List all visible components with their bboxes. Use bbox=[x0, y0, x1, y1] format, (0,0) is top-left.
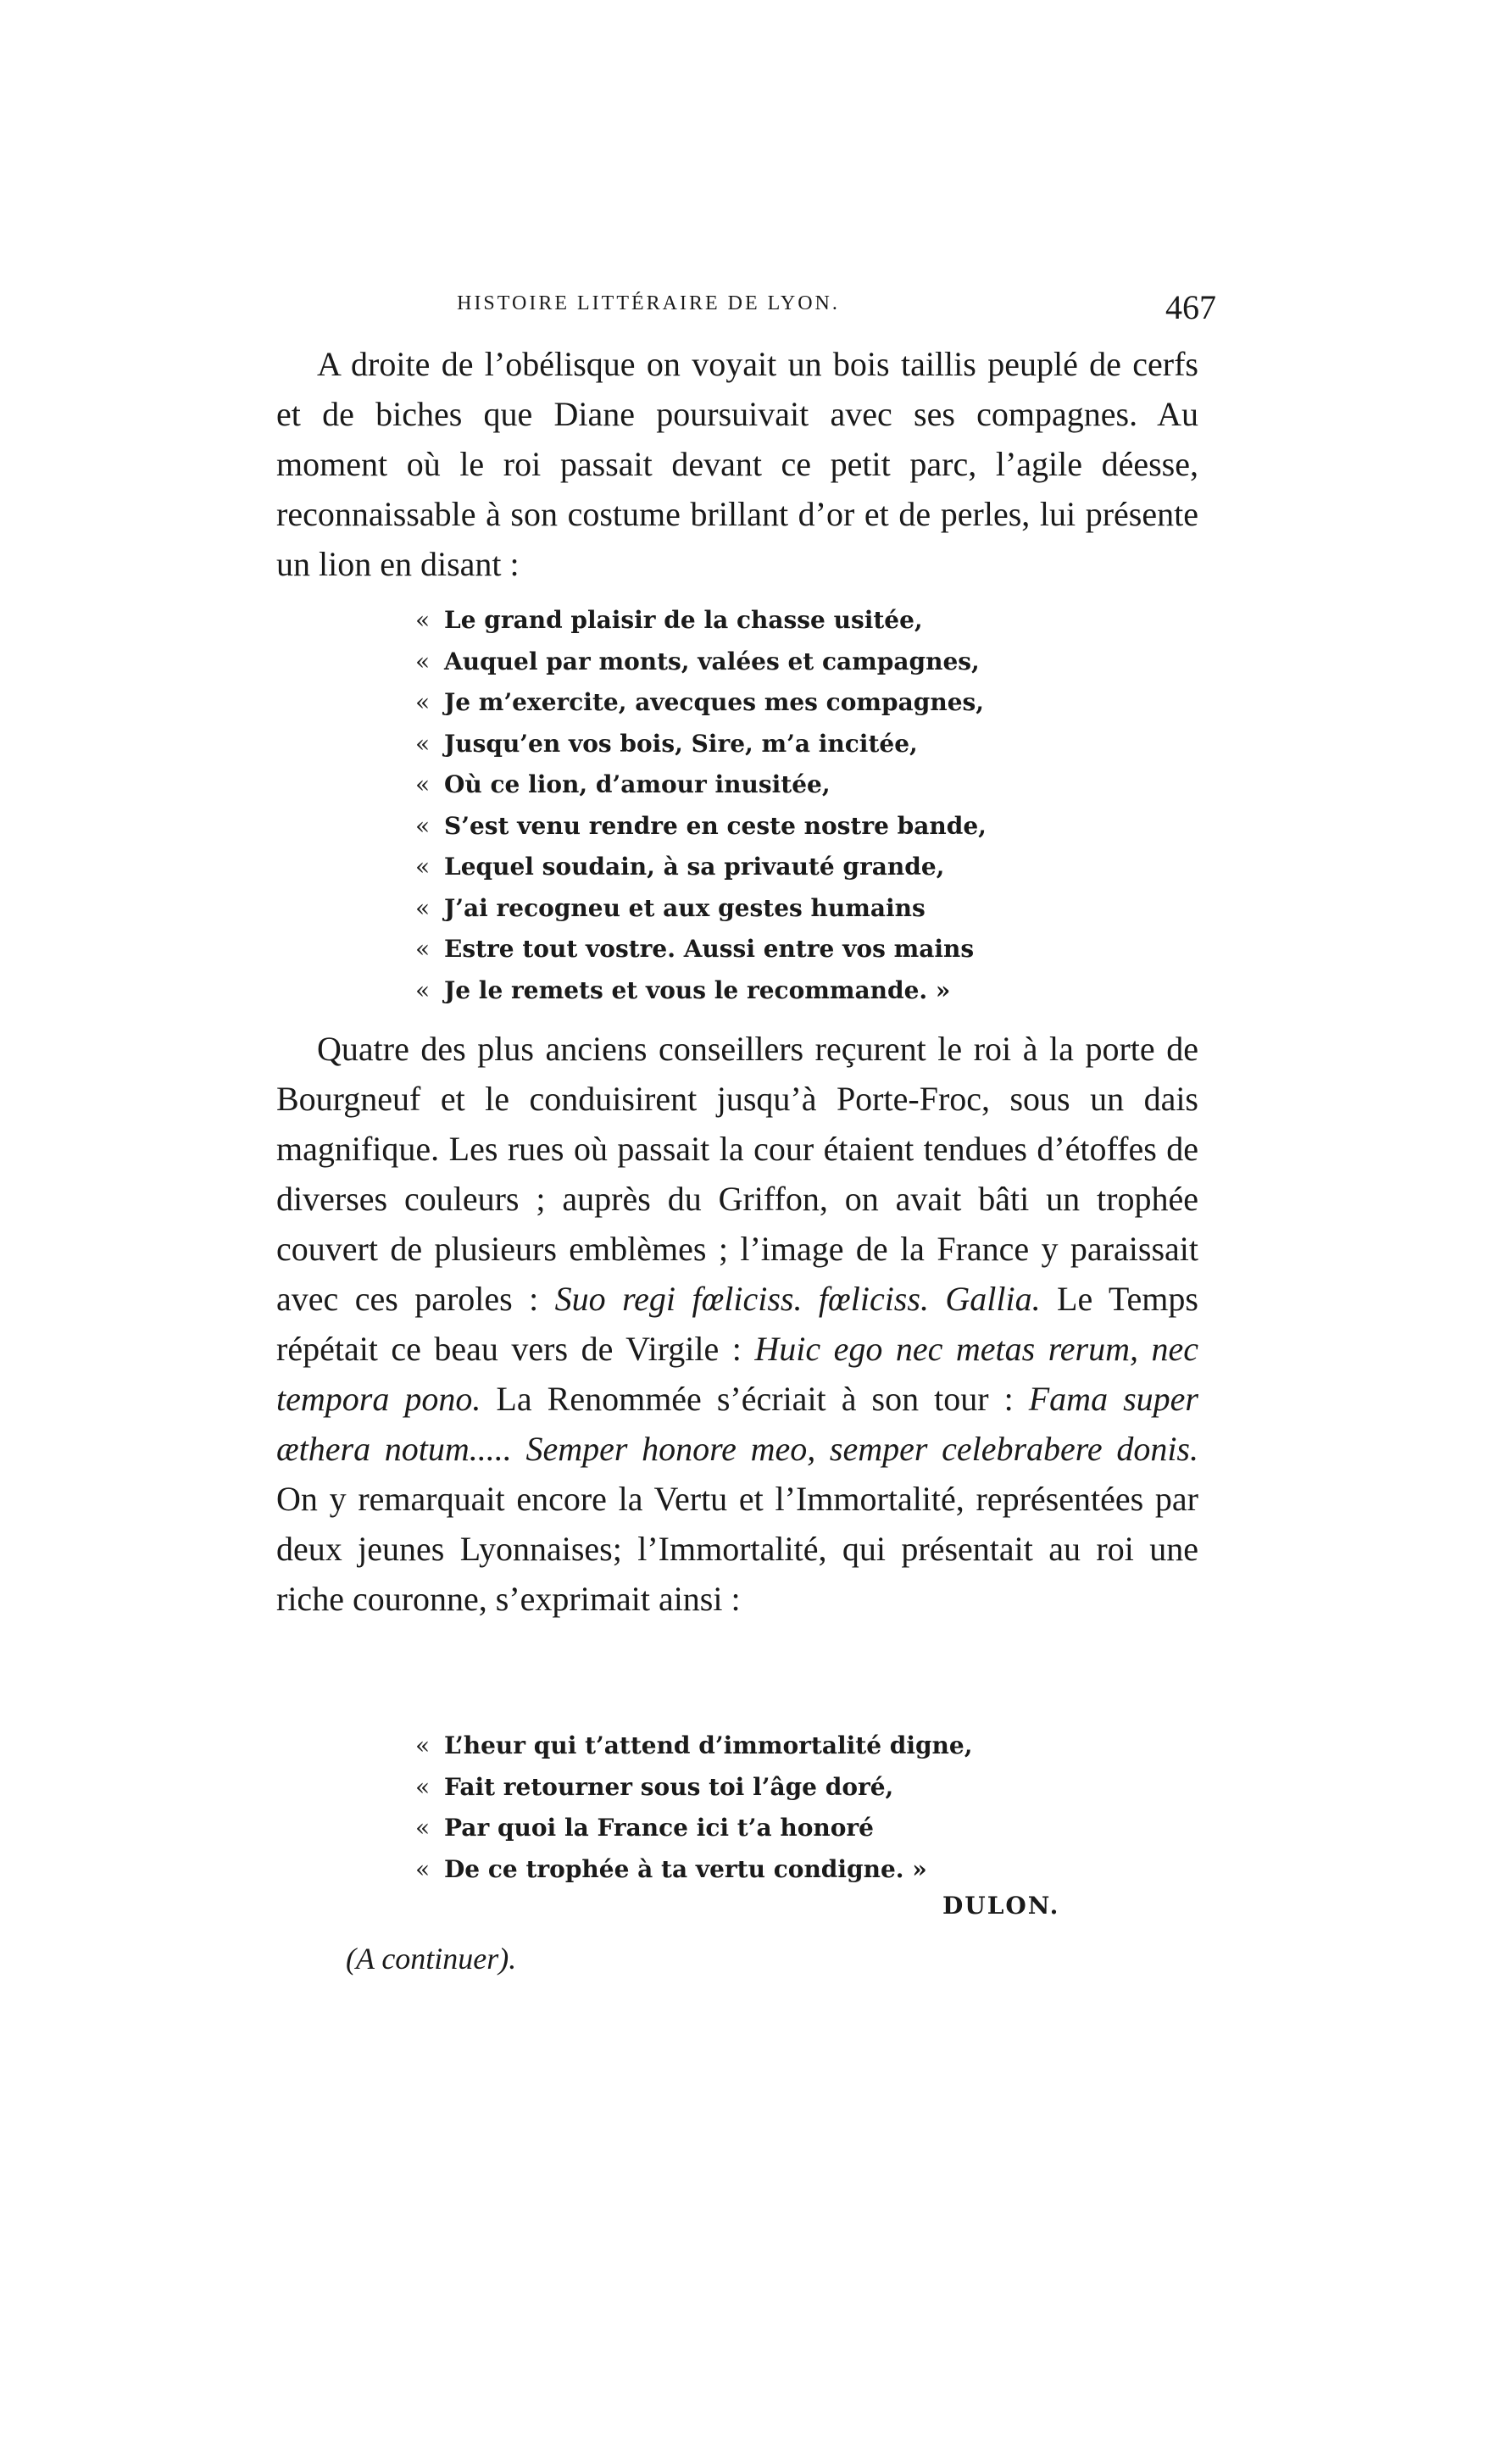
paragraph-2-text: Le Temps répétait ce beau vers de Virgile : bbox=[276, 1280, 1198, 1368]
verse-line bbox=[415, 1767, 1059, 1809]
verse-line bbox=[415, 764, 1059, 806]
quote-mark: « bbox=[415, 770, 431, 798]
quote-mark: « bbox=[415, 729, 431, 758]
running-title: HISTOIRE LITTÉRAIRE DE LYON. bbox=[457, 292, 840, 314]
verse-text: Le grand plaisir de la chasse usitée, bbox=[444, 606, 923, 634]
verse-text: De ce trophée à ta vertu condigne. » bbox=[444, 1854, 927, 1883]
verse-line bbox=[415, 682, 1059, 724]
verse-text: Lequel soudain, à sa privauté grande, bbox=[444, 853, 945, 881]
verse-line bbox=[415, 1849, 1059, 1891]
verse-text: Jusqu’en vos bois, Sire, m’a incitée, bbox=[444, 729, 918, 758]
verse-line bbox=[415, 1808, 1059, 1849]
paragraph-2-text: Quatre des plus anciens conseillers reçurent le roi à la porte de Bourgneuf et le conduisirent jusqu’à Porte-Froc, sous un dais magnifique. Les rues où passait la cour étaient tendues d’étoffes de diverses couleurs ; auprès du Griffon, on avait bâti un trophée couvert de plusieurs emblèmes ; l’image de la France y paraissait avec ces paroles : bbox=[276, 1030, 1198, 1318]
verse-text: Fait retourner sous toi l’âge doré, bbox=[444, 1772, 894, 1801]
verse-line bbox=[415, 970, 1059, 1012]
quote-mark: « bbox=[415, 935, 431, 963]
latin-quote: Fama super æthera notum..... Semper honore meo, semper celebrabere donis. bbox=[276, 1380, 1198, 1468]
quote-mark: « bbox=[415, 975, 431, 1004]
verse-text: S’est venu rendre en ceste nostre bande, bbox=[444, 811, 987, 840]
latin-quote: Suo regi fœliciss. fœliciss. Gallia. bbox=[554, 1280, 1041, 1318]
quote-mark: « bbox=[415, 1814, 431, 1842]
verse-text: L’heur qui t’attend d’immortalité digne, bbox=[444, 1731, 973, 1759]
paragraph-2-text: On y remarquait encore la Vertu et l’Immortalité, représentées par deux jeunes Lyonnaises; l’Immortalité, qui présentait au roi une riche couronne, s’exprimait ainsi : bbox=[276, 1480, 1198, 1618]
verse-text: J’ai recogneu et aux gestes humains bbox=[444, 893, 926, 922]
verse-block-1 bbox=[415, 600, 1059, 1011]
paragraph-2-text: La Renommée s’écriait à son tour : bbox=[481, 1380, 1029, 1418]
author-signature: DULON. bbox=[942, 1892, 1060, 1920]
quote-mark: « bbox=[415, 606, 431, 634]
page-number: 467 bbox=[1165, 288, 1216, 326]
verse-block-2 bbox=[415, 1726, 1059, 1890]
verse-text: Par quoi la France ici t’a honoré bbox=[444, 1814, 874, 1842]
paragraph-2 bbox=[276, 1024, 1198, 1624]
paragraph-1-text: A droite de l’obélisque on voyait un bois taillis peuplé de cerfs et de biches que Diane poursuivait avec ses compagnes. Au moment où le roi passait devant ce petit parc, l’agile déesse, reconnaissable à son costume brillant d’or et de perles, lui présente un lion en disant : bbox=[276, 345, 1198, 583]
verse-line bbox=[415, 806, 1059, 848]
verse-text: Où ce lion, d’amour inusitée, bbox=[444, 770, 831, 798]
quote-mark: « bbox=[415, 647, 431, 675]
verse-text: Je le remets et vous le recommande. » bbox=[444, 975, 951, 1004]
verse-text: Estre tout vostre. Aussi entre vos mains bbox=[444, 935, 975, 963]
latin-quote: Huic ego nec metas rerum, nec tempora pono. bbox=[276, 1330, 1198, 1418]
quote-mark: « bbox=[415, 1854, 431, 1883]
verse-line bbox=[415, 929, 1059, 970]
continuation-note: (A continuer). bbox=[346, 1942, 517, 1976]
quote-mark: « bbox=[415, 853, 431, 881]
verse-text: Auquel par monts, valées et campagnes, bbox=[444, 647, 980, 675]
verse-text: Je m’exercite, avecques mes compagnes, bbox=[444, 688, 985, 716]
verse-line bbox=[415, 724, 1059, 765]
quote-mark: « bbox=[415, 688, 431, 716]
quote-mark: « bbox=[415, 1772, 431, 1801]
page-header bbox=[301, 288, 1216, 333]
verse-line bbox=[415, 1726, 1059, 1767]
paragraph-1 bbox=[276, 339, 1198, 589]
quote-mark: « bbox=[415, 1731, 431, 1759]
verse-line bbox=[415, 888, 1059, 930]
verse-line bbox=[415, 642, 1059, 683]
quote-mark: « bbox=[415, 893, 431, 922]
quote-mark: « bbox=[415, 811, 431, 840]
verse-line bbox=[415, 847, 1059, 888]
verse-line bbox=[415, 600, 1059, 642]
